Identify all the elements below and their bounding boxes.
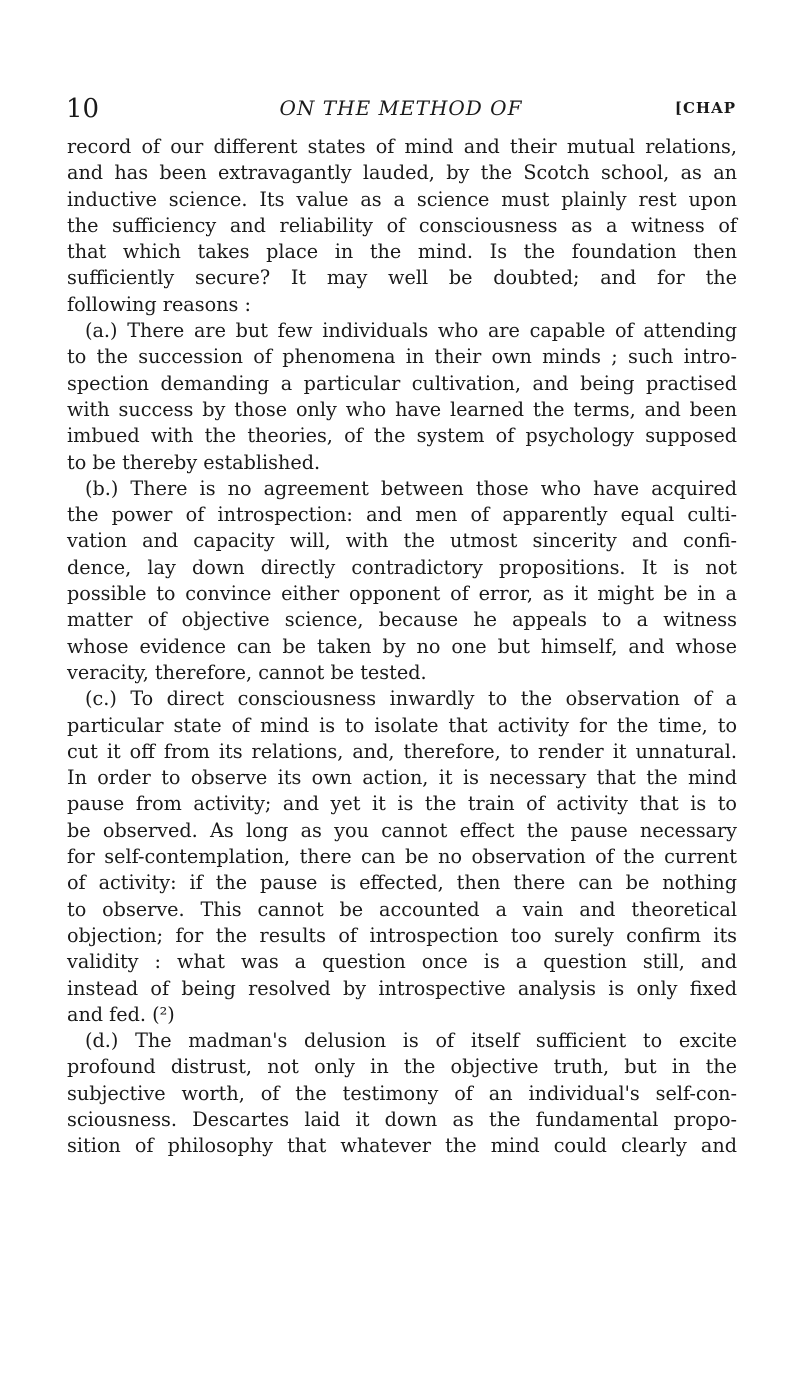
body-text [67,134,737,1160]
text-line: cut it off from its relations, and, therefore, to render it unnatural. [67,739,737,763]
text-line: of activity: if the pause is effected, then there can be nothing [67,871,737,895]
text-line: to observe. This cannot be accounted a vain and theoretical [67,897,737,921]
text-line: inductive science. Its value as a science must plainly rest upon [67,187,737,211]
running-head: ON THE METHOD OF [279,96,523,120]
text-line: subjective worth, of the testimony of an individual's self-con- [67,1081,737,1105]
text-line: (a.) There are but few individuals who are capable of attending [85,319,737,343]
text-line: dence, lay down directly contradictory propositions. It is not [67,555,737,579]
text-line: pause from activity; and yet it is the train of activity that is to [67,792,737,816]
text-line: objection; for the results of introspection too surely confirm its [67,923,737,947]
text-line: the power of introspection: and men of apparently equal culti- [67,503,737,527]
text-line: sciousness. Descartes laid it down as the fundamental propo- [67,1107,737,1131]
text-line: whose evidence can be taken by no one but himself, and whose [67,634,737,658]
text-line: (c.) To direct consciousness inwardly to the observation of a [85,687,737,711]
text-line: (b.) There is no agreement between those who have acquired [85,476,737,500]
text-line: matter of objective science, because he appeals to a witness [67,608,737,632]
chapter-mark: [CHAP [674,99,736,117]
text-line: profound distrust, not only in the objective truth, but in the [67,1055,737,1079]
text-line: sufficiently secure? It may well be doubted; and for the [67,266,737,290]
text-line: and fed. (²) [67,1002,175,1026]
page-header [66,94,736,124]
page-number: 10 [66,94,100,124]
text-line: (d.) The madman's delusion is of itself sufficient to excite [85,1029,737,1053]
text-line: the sufficiency and reliability of consciousness as a witness of [67,213,737,237]
text-line: for self-contemplation, there can be no observation of the current [67,845,737,869]
text-line: to be thereby established. [67,450,321,474]
text-line: vation and capacity will, with the utmost sincerity and confi- [67,529,737,553]
text-line: possible to convince either opponent of error, as it might be in a [67,582,737,606]
text-line: sition of philosophy that whatever the mind could clearly and [67,1134,737,1158]
text-line: validity : what was a question once is a question still, and [67,950,737,974]
text-line: particular state of mind is to isolate that activity for the time, to [67,713,737,737]
text-line: veracity, therefore, cannot be tested. [67,660,427,684]
text-line: that which takes place in the mind. Is the foundation then [67,240,737,264]
text-line: record of our different states of mind and their mutual relations, [67,135,737,158]
text-line: with success by those only who have learned the terms, and been [67,397,737,421]
text-line: to the succession of phenomena in their own minds ; such intro- [67,345,737,369]
text-line: following reasons : [67,292,251,316]
text-line: be observed. As long as you cannot effect the pause necessary [67,818,737,842]
text-line: instead of being resolved by introspective analysis is only fixed [67,976,737,1000]
text-line: imbued with the theories, of the system of psychology supposed [67,424,737,448]
text-line: and has been extravagantly lauded, by the Scotch school, as an [67,161,737,185]
text-line: In order to observe its own action, it is necessary that the mind [67,766,737,790]
text-line: spection demanding a particular cultivation, and being practised [67,371,737,395]
